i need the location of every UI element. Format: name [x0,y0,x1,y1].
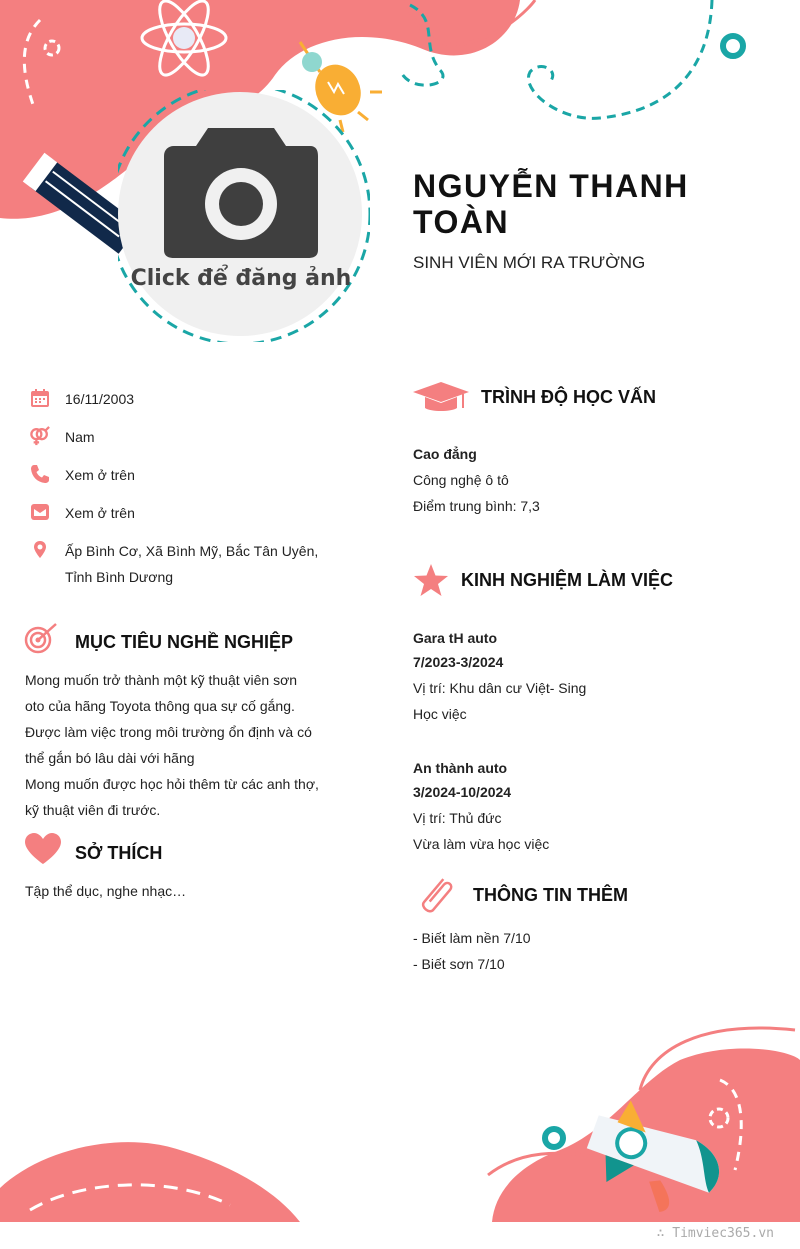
objective-line: oto của hãng Toyota thông qua sự cố gắng. [25,698,295,714]
target-icon [24,622,58,656]
job-company: Gara tH auto [413,630,498,646]
address-item [28,538,348,590]
experience-job-1 [413,625,586,727]
job-company: An thành auto [413,760,508,776]
job-period: 3/2024-10/2024 [413,784,512,800]
job-period: 7/2023-3/2024 [413,654,504,670]
objective-line: kỹ thuật viên đi trước. [25,802,161,818]
candidate-name: NGUYỄN THANH TOÀN [413,168,689,240]
paperclip-icon [415,875,459,917]
heart-icon [25,833,61,865]
calendar-icon [30,388,50,408]
education-body [413,441,540,519]
hobbies-title: SỞ THÍCH [75,843,163,863]
star-icon [413,563,449,597]
email-value: Xem ở trên [65,505,135,521]
experience-job-2 [413,755,549,857]
experience-title: KINH NGHIỆM LÀM VIỆC [461,570,674,590]
photo-label: Click để đăng ảnh [130,266,352,291]
address-line-2: Tỉnh Bình Dương [65,569,174,585]
candidate-role: SINH VIÊN MỚI RA TRƯỜNG [413,253,646,272]
graduation-cap-icon [413,380,469,414]
extra-body [413,925,531,977]
gender-item [28,424,348,450]
location-pin-icon [30,540,50,560]
objective-body [25,667,325,823]
extra-item: - Biết làm nền 7/10 [413,930,531,946]
education-title: TRÌNH ĐỘ HỌC VẤN [481,387,656,407]
objective-title: MỤC TIÊU NGHỀ NGHIỆP [75,632,294,652]
job-position: Vị trí: Thủ đức [413,810,502,826]
education-gpa: Điểm trung bình: 7,3 [413,498,540,514]
profile-photo-upload[interactable] [118,90,370,342]
objective-line: Mong muốn trở thành một kỹ thuật viên sơn [25,672,298,688]
objective-line: thể gắn bó lâu dài với hãng [25,750,195,766]
email-icon [30,502,50,522]
extra-item: - Biết sơn 7/10 [413,956,505,972]
birthday-item [28,386,348,412]
job-description: Vừa làm vừa học việc [413,836,550,852]
gender-value: Nam [65,429,95,445]
contact-info [28,386,348,602]
education-major: Công nghệ ô tô [413,472,509,488]
phone-icon [30,464,50,484]
education-school: Cao đẳng [413,446,477,462]
email-item [28,500,348,526]
phone-value: Xem ở trên [65,467,135,483]
objective-line: Mong muốn được học hỏi thêm từ các anh thợ, [25,776,319,792]
address-line-1: Ấp Bình Cơ, Xã Bình Mỹ, Bắc Tân Uyên, [65,543,319,559]
birthday-value: 16/11/2003 [65,391,135,407]
phone-item [28,462,348,488]
job-description: Học việc [413,706,467,722]
objective-line: Được làm việc trong môi trường ổn định và có [25,724,312,740]
camera-icon [164,126,318,260]
gender-icon [30,426,50,446]
job-position: Vị trí: Khu dân cư Việt- Sing [413,680,587,696]
watermark: ∴ Timviec365.vn [656,1226,774,1241]
extra-title: THÔNG TIN THÊM [473,885,628,905]
hobbies-text: Tập thể dục, nghe nhạc… [25,883,187,899]
